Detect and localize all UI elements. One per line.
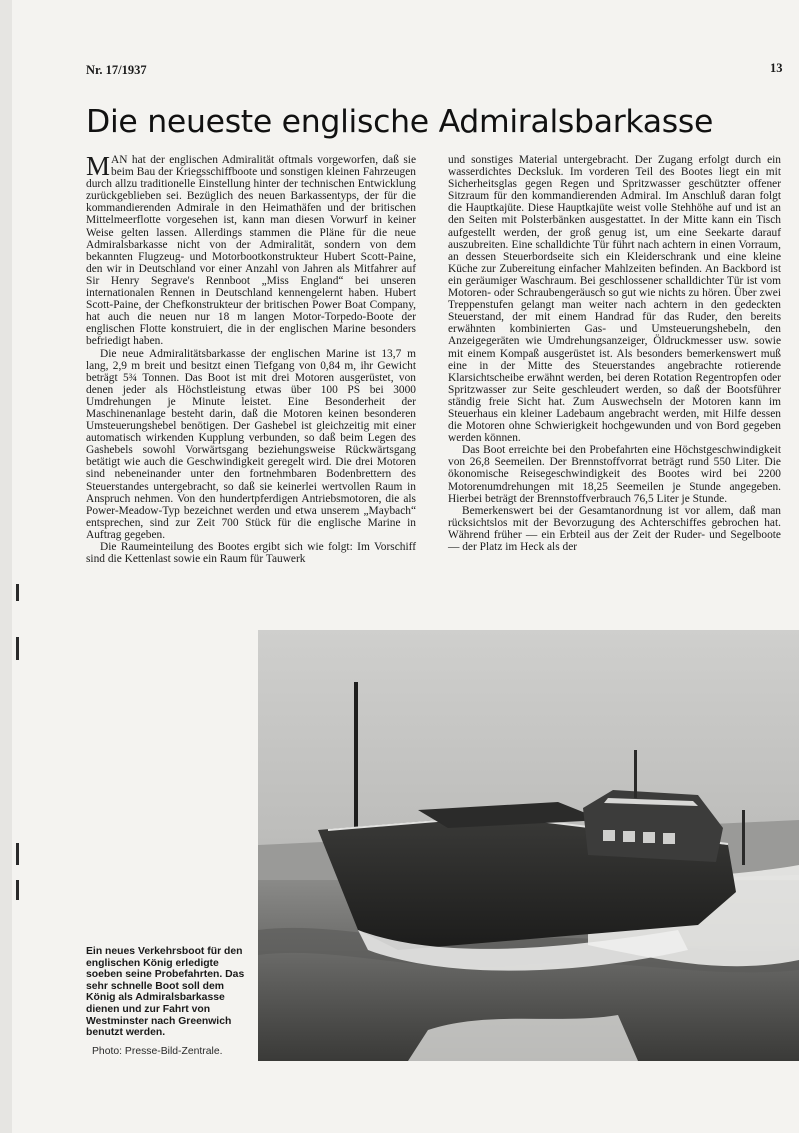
- article-paragraph: Bemerkenswert bei der Gesamtanordnung ist vor allem, daß man rücksichtslos mit der Bevorzugung des Achterschiffes gebrochen hat. Während früher — ein Erbteil aus der Zeit der Ruder- und Segelboote — der Platz im Heck als der: [448, 504, 781, 553]
- photo-credit: Photo: Presse-Bild-Zentrale.: [92, 1046, 223, 1057]
- photo-caption: Ein neues Verkehrsboot für den englischen König erledigte soeben seine Probefahrten. Das sehr schnelle Boot soll dem König als Admiralsbarkasse dienen und zur Fahrt von Westminster nach Greenwich benutzt werden.: [86, 946, 245, 1039]
- article-column-right: [448, 154, 781, 553]
- article-paragraph: und sonstiges Material untergebracht. Der Zugang erfolgt durch ein wasserdichtes Decksluk. Im vorderen Teil des Bootes liegt ein mit Sicherheitsglas gegen Regen und Spritzwasser geschützter offener Sitzraum für den kommandierenden Admiral. Im Anschluß daran folgt die Hauptkajüte. Diese Hauptkajüte weist volle Stehhöhe auf und ist an den Seiten mit Polsterbänken ausgestattet. In der Mitte kann ein Tisch aufgestellt werden, der groß genug ist, um eine Seekarte darauf auszubreiten. Eine schalldichte Tür führt nach achtern in einen Vorraum, an dessen Steuerbordseite sich ein Kleiderschrank und eine kleine Küche zur Zubereitung einfacher Mahlzeiten befinden. An Backbord ist ein geräumiger Waschraum. Bei geschlossener schalldichter Tür ist vom Motoren- oder Schraubengeräusch so gut wie nichts zu hören. Über zwei Treppenstufen gelangt man weiter nach achtern in den gedeckten Steuerstand, der mit einem Handrad für das Ruder, den bereits erwähnten kombinierten Gas- und Umsteuerungshebeln, den Anzeigegeräten wie Umdrehungsanzeiger, Öldruckmesser usw. sowie mit einem Kompaß ausgerüstet ist. Als besonders bemerkenswert muß eine in der Mitte des Steuerstandes angebrachte rotierende Klarsichtscheibe erwähnt werden, bei deren Rotation Regentropfen oder Spritzwasser zur Seite geschleudert werden, so daß der Bootsführer ständig freie Sicht hat. Zum Auswechseln der Motoren kann im Steuerhaus ein kleiner Ladebaum angebracht werden, mit Hilfe dessen die Motoren ohne Schwierigkeit hochgewunden und von Bord gegeben werden können.: [448, 154, 781, 445]
- speedboat-illustration: [258, 630, 799, 1061]
- article-paragraph: Die neue Admiralitätsbarkasse der englischen Marine ist 13,7 m lang, 2,9 m breit und besitzt einen Tiefgang von 0,84 m, ihr Gewicht beträgt 5¾ Tonnen. Das Boot ist mit drei Motoren ausgerüstet, von denen jeder als Höchstleistung etwas über 100 PS bei 3000 Umdrehungen je Minute leistet. Eine Besonderheit der Maschinenanlage besteht darin, daß die Motoren keinen besonderen Umsteuerungshebel benötigen. Der Gashebel ist gleichzeitig mit einer automatisch wirkenden Kupplung verbunden, so daß beim Legen des Gashebels sowohl Vorwärtsgang beziehungsweise Rückwärtsgang betätigt wie auch die Geschwindigkeit geregelt wird. Die drei Motoren sind nebeneinander unter den fortnehmbaren Bodenbrettern des Steuerstandes untergebracht, so daß sie keinerlei wertvollen Raum in Anspruch nehmen. Von den hundertpferdigen Antriebsmotoren, die als Power-Meadow-Typ bezeichnet werden und etwa unserem „Maybach“ entsprechen, sind zur Zeit 700 Stück für die englische Marine in Auftrag gegeben.: [86, 347, 416, 541]
- edge-mark-3: [16, 843, 19, 865]
- issue-number: Nr. 17/1937: [86, 63, 147, 77]
- article-paragraph: MAN hat der englischen Admiralität oftmals vorgeworfen, daß sie beim Bau der Kriegsschiffboote und sonstigen kleinen Fahrzeugen durch allzu traditionelle Einstellung hinter der technischen Entwicklung zurückgeblieben sei. Bezüglich des neuen Barkassentyps, der für die kommandierenden Admirale in den Heimathäfen und der britischen Mittelmeerflotte vorgesehen ist, kann man diesen Vorwurf in keiner Weise gelten lassen. Allerdings stammen die Pläne für die neue Admiralsbarkasse nicht von der Admiralität, sondern von dem bekannten Flugzeug- und Motorbootkonstrukteur Hubert Scott-Paine, den wir in Deutschland vor einer Anzahl von Jahren als Mitfahrer auf Sir Henry Segrave's Rennboot „Miss England“ bei unseren internationalen Rennen in Deutschland kennengelernt haben. Hubert Scott-Paine, der Chefkonstrukteur der britischen Power Boat Company, hat auch die neuen nur 18 m langen Motor-Torpedo-Boote der englischen Flotte konstruiert, die in der englischen Marine besonders befriedigt haben.: [86, 151, 416, 348]
- boat-photo: [258, 630, 799, 1061]
- drop-cap: M: [86, 151, 111, 181]
- article-column-left: [86, 151, 416, 566]
- article-paragraph: Das Boot erreichte bei den Probefahrten eine Höchstgeschwindigkeit von 26,8 Seemeilen. Der Brennstoffvorrat beträgt rund 550 Liter. Die ökonomische Reisegeschwindigkeit des Bootes wird bei 2200 Motorenumdrehungen mit 18,25 Seemeilen je Stunde angegeben. Hierbei beträgt der Brennstoffverbrauch 76,5 Liter je Stunde.: [448, 444, 781, 505]
- edge-mark-2: [16, 637, 19, 660]
- page-edge: [0, 0, 12, 1133]
- page-number: 13: [770, 61, 783, 75]
- edge-mark-1: [16, 584, 19, 601]
- edge-mark-4: [16, 880, 19, 900]
- article-title: Die neueste englische Admiralsbarkasse: [86, 104, 714, 140]
- article-paragraph: Die Raumeinteilung des Bootes ergibt sich wie folgt: Im Vorschiff sind die Kettenlast sowie ein Raum für Tauwerk: [86, 541, 416, 566]
